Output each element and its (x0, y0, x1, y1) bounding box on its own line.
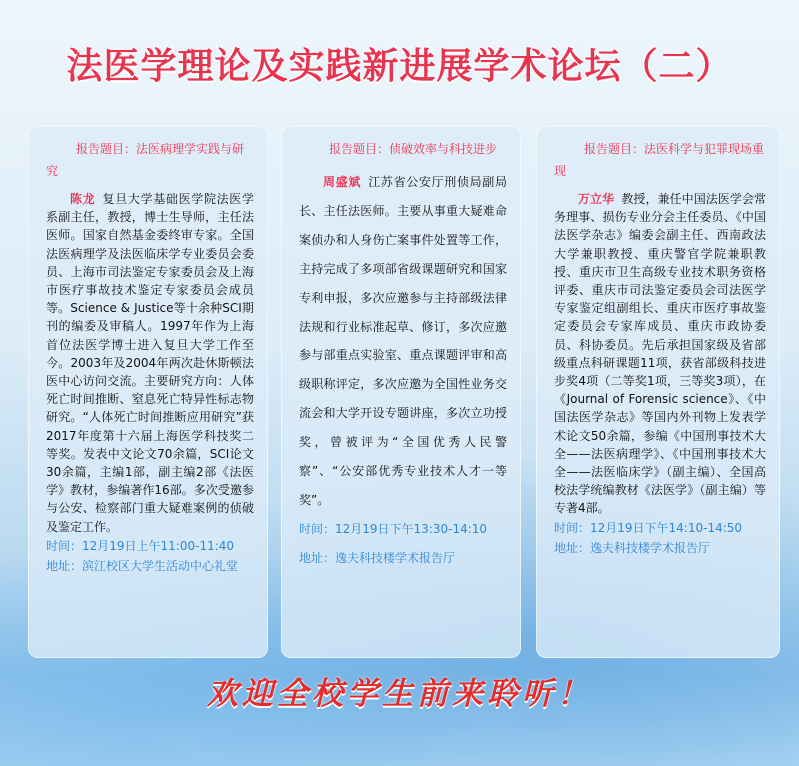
speaker-card-3 (536, 126, 780, 658)
talk-time: 时间：12月19日上午11:00-11:40 (46, 538, 235, 553)
speaker-name: 周盛斌 (323, 175, 362, 189)
talk-place: 地址：逸夫科技楼学术报告厅 (299, 550, 456, 565)
speaker-bio: 教授，兼任中国法医学会常务理事、损伤专业分会主任委员、《中国法医学杂志》编委会副主任、西南政法大学兼职教授、重庆警官学院兼职教授、重庆市卫生高级专业技术职务资格评委、重庆市司法鉴定委员会司法医学专家鉴定组副组长、重庆市医疗事故鉴定委员会专家库成员、重庆市政协委员、科协委员。先后承担国家级及省部级重点科研课题11项，获省部级科技进步奖4项（二等奖1项，三等奖3项），在《Journal of Forensic science》、《中国法医学杂志》等国内外刊物上发表学术论文50余篇，参编《中国刑事技术大全——法医病理学》、《中国刑事技术大全——法医临床学》（副主编）、全国高校法学统编教材《法医学》（副主编）等专著4部。 (554, 192, 766, 516)
speaker-name: 万立华 (578, 192, 615, 206)
welcome-banner: 欢迎全校学生前来聆听！ (207, 676, 592, 712)
talk-topic: 报告题目：侦破效率与科技进步 (329, 142, 498, 156)
talk-topic: 报告题目：法医病理学实践与研究 (46, 142, 245, 178)
speaker-card-2 (281, 126, 521, 658)
page-title: 法医学理论及实践新进展学术论坛（二） (66, 45, 733, 87)
speaker-bio: 复旦大学基础医学院法医学系副主任，教授，博士生导师，主任法医师。国家自然基金委终审专家。全国法医病理学及法医临床学专业委员会委员、上海市司法鉴定专家委员会及上海市医疗事故技术鉴定专家委员会成员等。Science & Justice等十余种SCI期刊的编委及审稿人。1997年作为上海首位法医学博士进入复旦大学工作至今。2003年及2004年两次赴休斯顿法医中心访问交流。主要研究方向：人体死亡时间推断、窒息死亡特异性标志物研究。“人体死亡时间推断应用研究”获2017年度第十六届上海医学科技奖二等奖。发表中文论文70余篇，SCI论文30余篇，主编1部，副主编2部《法医学》教材，参编著作16部。多次受邀参与公安、检察部门重大疑难案例的侦破及鉴定工作。 (46, 192, 254, 534)
talk-place: 地址：逸夫科技楼学术报告厅 (554, 540, 711, 555)
speaker-bio-block (554, 190, 766, 518)
speaker-bio-block (299, 168, 507, 515)
talk-time: 时间：12月19日下午14:10-14:50 (554, 520, 743, 535)
speaker-bio: 江苏省公安厅刑侦局副局长、主任法医师。主要从事重大疑难命案侦办和人身伤亡案事件处置等工作，主持完成了多项部省级课题研究和国家专利申报，多次应邀参与主持部级法律法规和行业标准起草、修订，多次应邀参与部重点实验室、重点课题评审和高级职称评定，多次应邀为全国性业务交流会和大学开设专题讲座，多次立功授奖，曾被评为“全国优秀人民警察”、“公安部优秀专业技术人才一等奖”。 (299, 175, 507, 507)
talk-topic: 报告题目：法医科学与犯罪现场重现 (554, 142, 765, 178)
speaker-card-1 (28, 126, 268, 658)
speaker-bio-block (46, 190, 254, 536)
talk-place: 地址：滨江校区大学生活动中心礼堂 (46, 558, 239, 573)
talk-time: 时间：12月19日下午13:30-14:10 (299, 521, 488, 536)
speaker-name: 陈龙 (70, 192, 96, 206)
